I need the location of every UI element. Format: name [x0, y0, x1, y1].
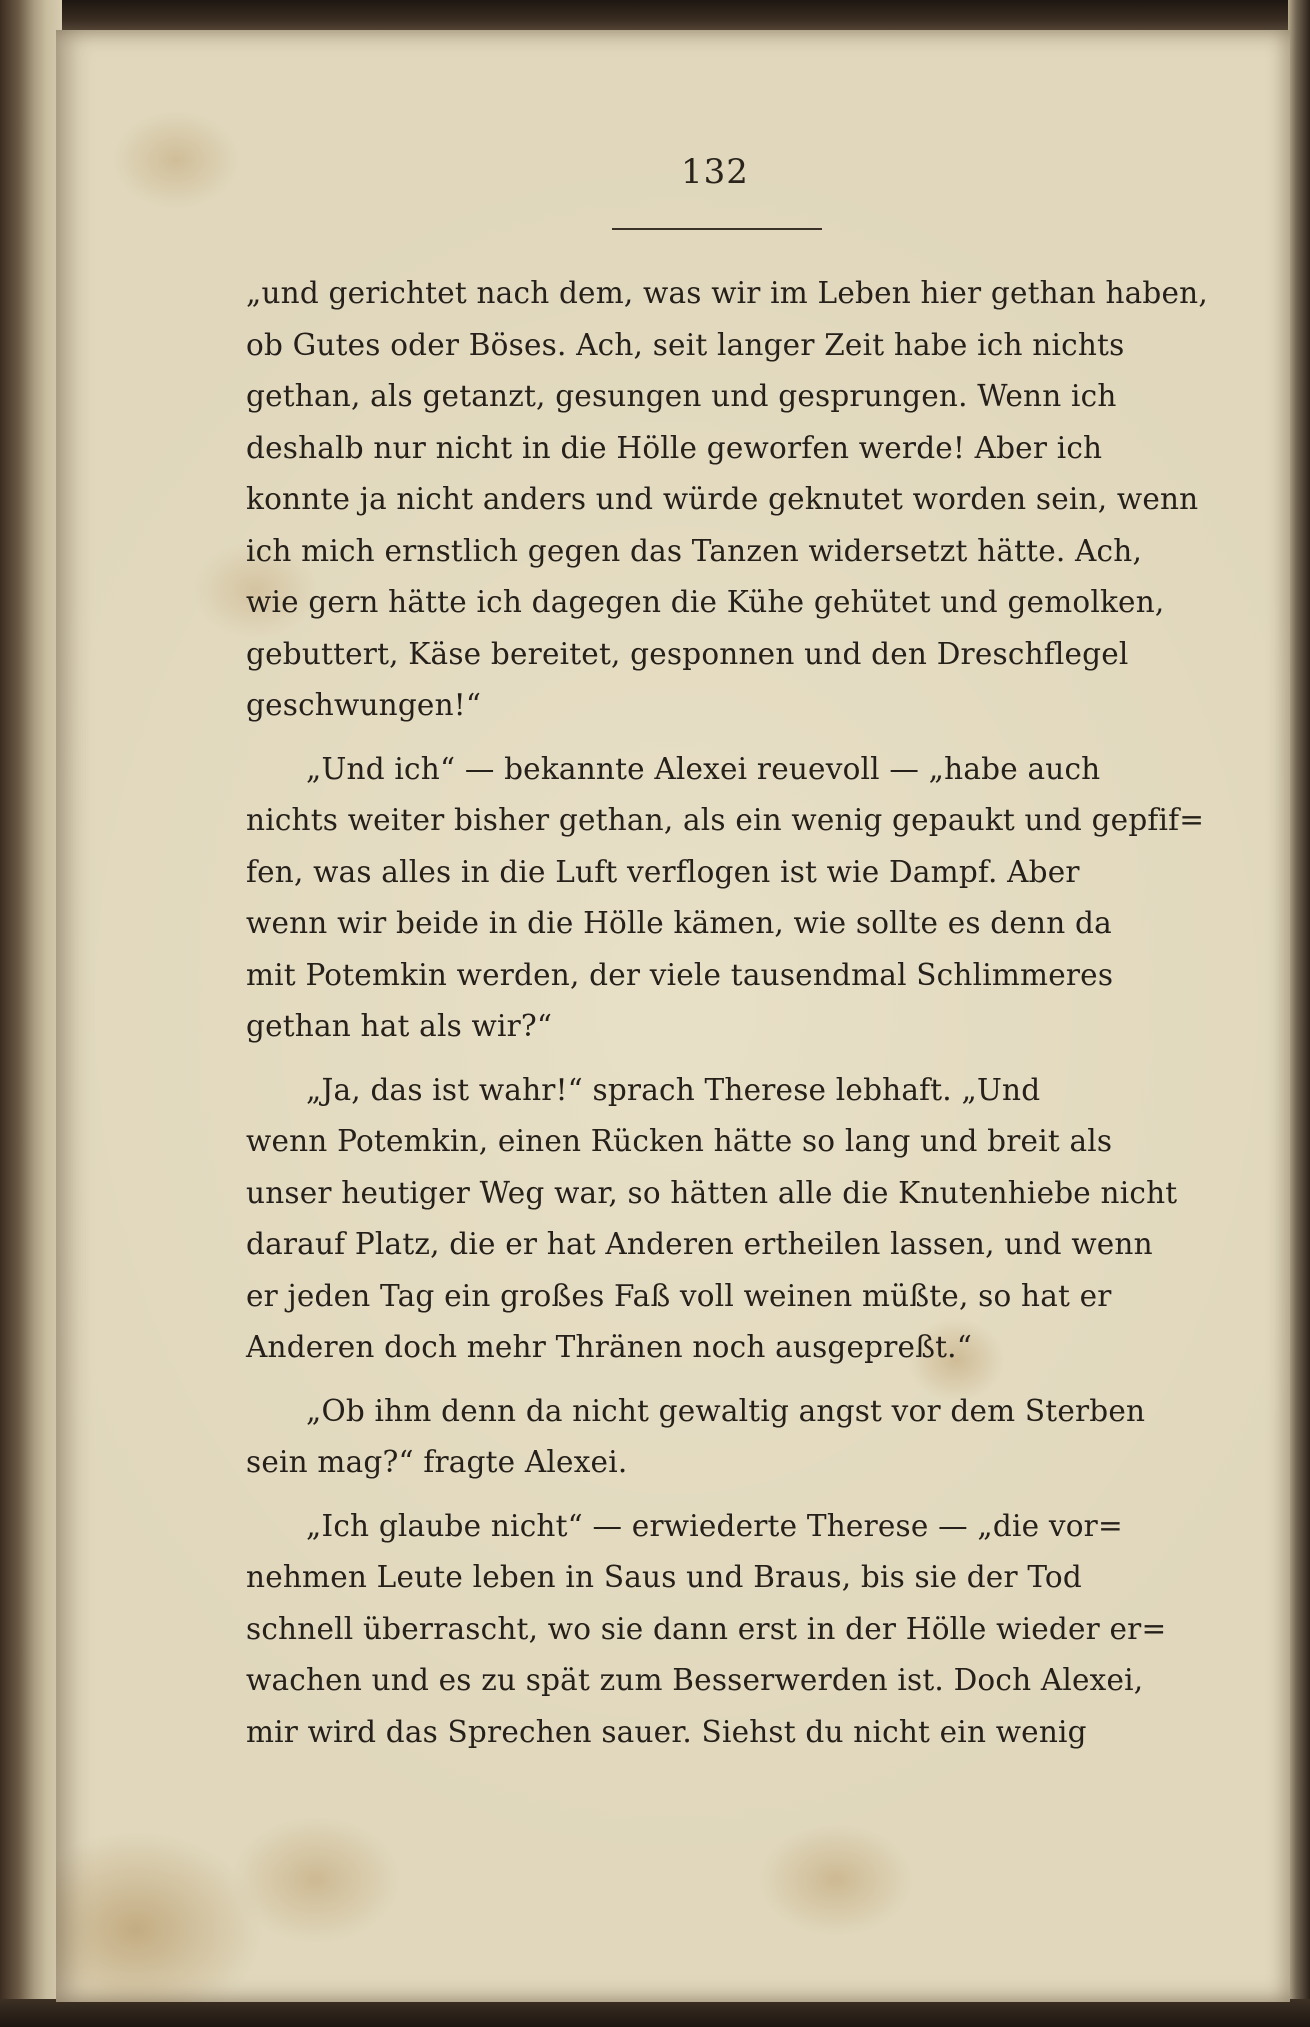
text-line: Anderen doch mehr Thränen noch ausgepreßt.“ — [246, 1330, 973, 1364]
body-text — [246, 268, 1208, 1758]
page-number: 132 — [681, 152, 749, 192]
text-line: mir wird das Sprechen sauer. Siehst du nicht ein wenig — [246, 1714, 1087, 1749]
text-line: ob Gutes oder Böses. Ach, seit langer Zeit habe ich nichts — [246, 327, 1125, 362]
text-line: gethan, als getanzt, gesungen und gesprungen. Wenn ich — [246, 379, 1117, 413]
text-line: schnell überrascht, wo sie dann erst in der Hölle wieder er= — [246, 1611, 1167, 1646]
text-line: „Ja, das ist wahr!“ sprach Therese lebhaft. „Und — [306, 1072, 1041, 1107]
text-line: darauf Platz, die er hat Anderen ertheilen lassen, und wenn — [246, 1227, 1153, 1261]
text-line: unser heutiger Weg war, so hätten alle die Knutenhiebe nicht — [246, 1175, 1178, 1210]
text-line: wenn Potemkin, einen Rücken hätte so lang und breit als — [246, 1124, 1113, 1158]
book-bottom-edge — [0, 1999, 1310, 2027]
text-line: er jeden Tag ein großes Faß voll weinen müßte, so hat er — [246, 1278, 1112, 1313]
header-rule — [612, 228, 822, 230]
text-line: „Ob ihm denn da nicht gewaltig angst vor dem Sterben — [306, 1393, 1146, 1428]
text-line: „und gerichtet nach dem, was wir im Leben hier gethan haben, — [246, 276, 1208, 310]
text-line: wachen und es zu spät zum Besserwerden ist. Doch Alexei, — [246, 1663, 1144, 1697]
text-line: gebuttert, Käse bereitet, gesponnen und den Dreschflegel — [246, 636, 1129, 671]
text-line: gethan hat als wir?“ — [246, 1009, 553, 1043]
paragraph-1 — [246, 268, 1208, 732]
paragraph-2 — [246, 744, 1205, 1053]
book-fore-edge — [1288, 0, 1310, 2027]
text-line: „Und ich“ — bekannte Alexei reuevoll — „habe auch — [306, 751, 1101, 786]
text-line: fen, was alles in die Luft verflogen ist wie Dampf. Aber — [246, 854, 1080, 889]
text-line: „Ich glaube nicht“ — erwiederte Therese — „die vor= — [306, 1508, 1123, 1543]
text-line: ich mich ernstlich gegen das Tanzen widersetzt hätte. Ach, — [246, 533, 1143, 568]
text-line: deshalb nur nicht in die Hölle geworfen werde! Aber ich — [246, 430, 1103, 465]
paragraph-5 — [246, 1501, 1176, 1759]
text-line: nehmen Leute leben in Saus und Braus, bis sie der Tod — [246, 1560, 1082, 1594]
paragraph-3 — [246, 1065, 1176, 1374]
text-line: wie gern hätte ich dagegen die Kühe gehütet und gemolken, — [246, 585, 1165, 619]
paragraph-4 — [246, 1386, 1176, 1489]
book-spine-edge — [0, 0, 62, 2027]
text-line: wenn wir beide in die Hölle kämen, wie sollte es denn da — [246, 906, 1112, 940]
text-line: mit Potemkin werden, der viele tausendmal Schlimmeres — [246, 957, 1114, 992]
text-line: geschwungen!“ — [246, 688, 482, 722]
text-line: nichts weiter bisher gethan, als ein wenig gepaukt und gepfif= — [246, 803, 1205, 837]
text-line: sein mag?“ fragte Alexei. — [246, 1445, 628, 1479]
book-top-edge — [0, 0, 1310, 34]
text-line: konnte ja nicht anders und würde geknutet worden sein, wenn — [246, 482, 1199, 516]
